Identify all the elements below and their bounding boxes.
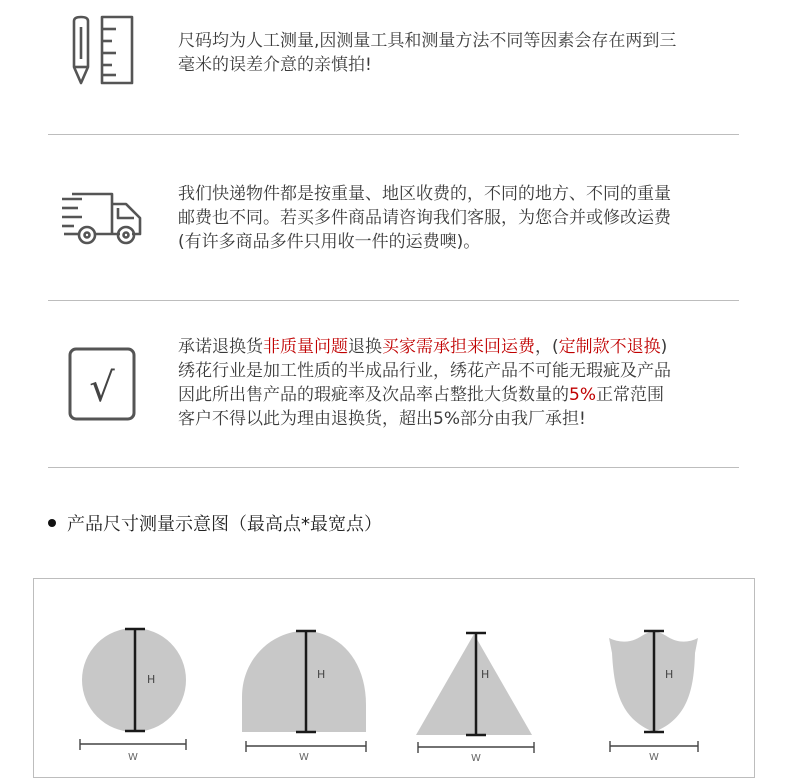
measurement-note bbox=[178, 29, 676, 77]
bullet-icon bbox=[48, 519, 56, 527]
measurement-note-line-1: 尺码均为人工测量,因测量工具和测量方法不同等因素会存在两到三 bbox=[178, 31, 677, 51]
triangle-shape bbox=[416, 634, 532, 735]
height-label: H bbox=[147, 673, 156, 686]
delivery-truck-icon bbox=[60, 190, 146, 246]
returns-note-line-1 bbox=[178, 335, 671, 359]
divider bbox=[48, 467, 739, 468]
checkbox-check-icon bbox=[68, 347, 138, 423]
pencil-ruler-icon bbox=[68, 15, 138, 87]
returns-note bbox=[178, 335, 671, 431]
width-label: W bbox=[299, 752, 309, 763]
size-diagram bbox=[33, 578, 755, 778]
shipping-note-line-1: 我们快递物件都是按重量、地区收费的，不同的地方、不同的重量 bbox=[178, 184, 671, 204]
defect-rate-percent: 5% bbox=[569, 385, 596, 405]
size-diagram-title bbox=[48, 513, 382, 537]
size-diagram-title-text: 产品尺寸测量示意图（最高点*最宽点） bbox=[67, 514, 382, 535]
non-quality-issue-text: 非质量问题 bbox=[263, 337, 348, 357]
returns-note-line-4: 客户不得以此为理由退换货，超出5%部分由我厂承担! bbox=[178, 409, 586, 429]
width-marker bbox=[246, 741, 366, 752]
defect-rate-text: 因此所出售产品的瑕疵率及次品率占整批大货数量的 bbox=[178, 385, 569, 405]
returns-note-line-2: 绣花行业是加工性质的半成品行业，绣花产品不可能无瑕疵及产品 bbox=[178, 361, 671, 381]
width-marker bbox=[610, 741, 698, 752]
height-label: H bbox=[481, 668, 490, 681]
arch-shape bbox=[242, 631, 366, 732]
width-label: W bbox=[649, 752, 659, 763]
closing-paren-text: ) bbox=[660, 337, 668, 357]
buyer-pays-shipping-text: 买家需承担来回运费 bbox=[382, 337, 535, 357]
svg-text:√: √ bbox=[89, 365, 115, 411]
shipping-note-line-3: (有许多商品多件只用收一件的运费噢)。 bbox=[178, 232, 481, 252]
divider bbox=[48, 134, 739, 135]
returns-promise-text: 承诺退换货 bbox=[178, 337, 263, 357]
exchange-text: 退换 bbox=[348, 337, 382, 357]
normal-range-text: 正常范围 bbox=[595, 385, 664, 405]
size-diagram-canvas bbox=[34, 579, 756, 779]
shipping-note-line-2: 邮费也不同。若买多件商品请咨询我们客服，为您合并或修改运费 bbox=[178, 208, 671, 228]
width-label: W bbox=[471, 753, 481, 764]
custom-no-return-text: 定制款不退换 bbox=[558, 337, 661, 357]
width-marker bbox=[80, 739, 186, 750]
height-label: H bbox=[317, 668, 326, 681]
measurement-note-line-2: 毫米的误差介意的亲慎拍! bbox=[178, 55, 372, 75]
width-marker bbox=[418, 742, 534, 753]
width-label: W bbox=[128, 752, 138, 763]
divider bbox=[48, 300, 739, 301]
returns-note-line-3 bbox=[178, 383, 671, 407]
shipping-note bbox=[178, 182, 671, 254]
height-label: H bbox=[665, 668, 674, 681]
separator-text: ，( bbox=[535, 337, 559, 357]
